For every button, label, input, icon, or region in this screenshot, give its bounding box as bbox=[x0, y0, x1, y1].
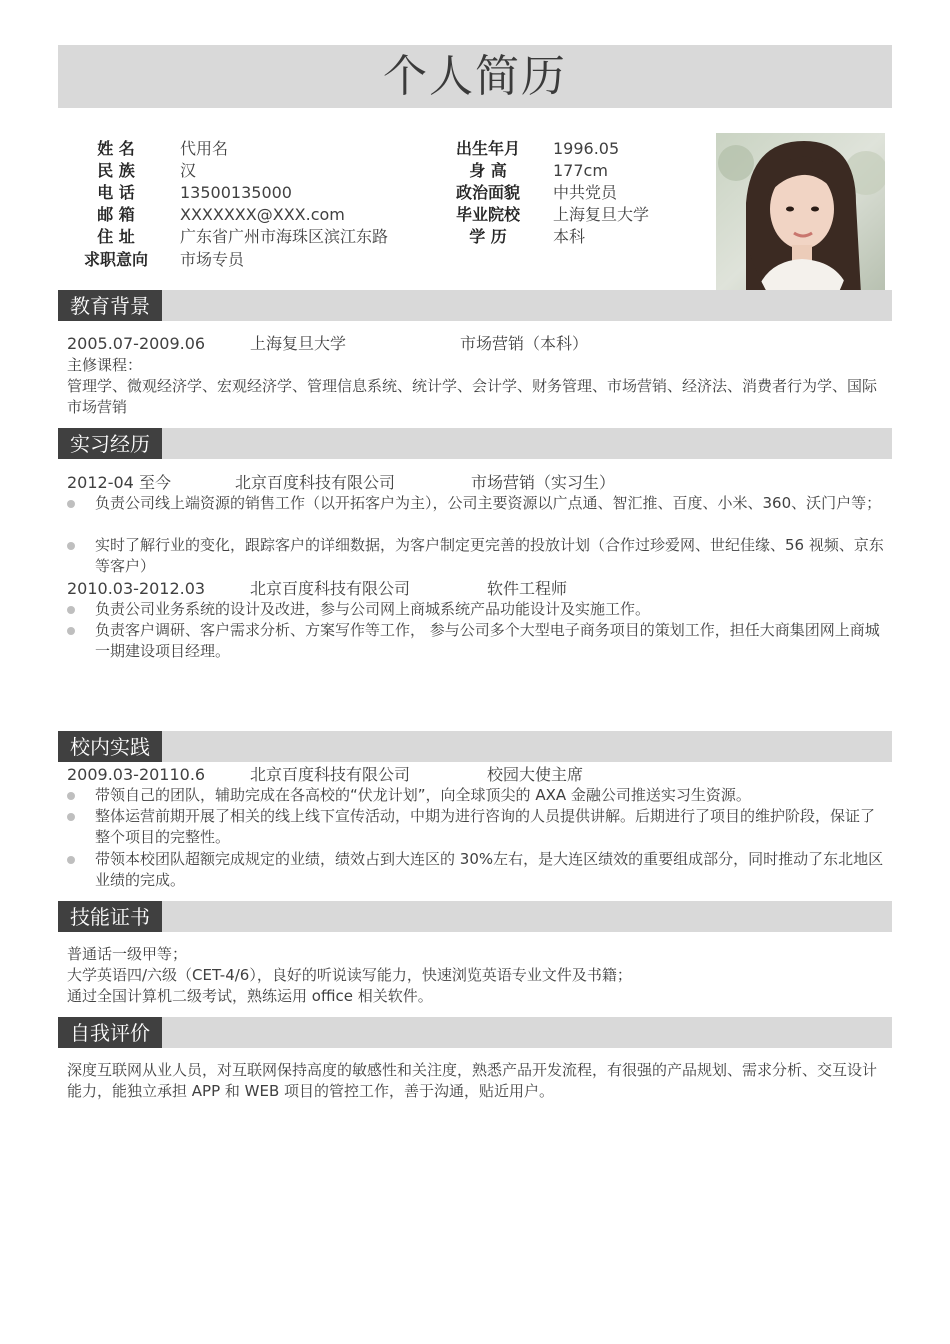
phone-label: 电 话 bbox=[97, 183, 135, 202]
degree-label: 学 历 bbox=[469, 227, 507, 246]
bullet-dot-icon bbox=[67, 627, 75, 635]
phone-value: 13500135000 bbox=[180, 183, 292, 202]
birth-value: 1996.05 bbox=[553, 139, 620, 158]
bullet-text: 实时了解行业的变化，跟踪客户的详细数据，为客户制定更完善的投放计划（合作过珍爱网、世纪佳缘、56 视频、京东等客户） bbox=[95, 536, 884, 575]
degree-value: 本科 bbox=[553, 227, 586, 246]
name-label: 姓 名 bbox=[97, 139, 135, 158]
campus-period: 2009.03-20110.6 bbox=[67, 765, 206, 784]
name-value: 代用名 bbox=[180, 139, 229, 158]
job-intention-value: 市场专员 bbox=[180, 250, 245, 269]
education-heading: 教育背景 bbox=[58, 290, 162, 321]
self-eval-text: 深度互联网从业人员，对互联网保持高度的敏感性和关注度，熟悉产品开发流程，有很强的产品规划、需求分析、交互设计能力，能独立承担 APP 和 WEB 项目的管控工作，善于沟通，贴近用户。 bbox=[67, 1061, 878, 1100]
portrait-image bbox=[716, 133, 885, 294]
bullet-dot-icon bbox=[67, 542, 75, 550]
bullet-dot-icon bbox=[67, 856, 75, 864]
address-value: 广东省广州市海珠区滨江东路 bbox=[180, 227, 389, 246]
education-period: 2005.07-2009.06 bbox=[67, 334, 206, 353]
page-title: 个人简历 bbox=[383, 51, 567, 102]
height-value: 177cm bbox=[553, 161, 608, 180]
skills-section-bar bbox=[58, 901, 892, 932]
bullet-text: 带领自己的团队，辅助完成在各高校的“伏龙计划”，向全球顶尖的 AXA 金融公司推送实习生资源。 bbox=[95, 786, 751, 804]
job-2-period: 2010.03-2012.03 bbox=[67, 579, 206, 598]
bullet-text: 负责客户调研、客户需求分析、方案写作等工作， 参与公司多个大型电子商务项目的策划工作，担任大商集团网上商城一期建设项目经理。 bbox=[95, 621, 880, 660]
birth-label: 出生年月 bbox=[455, 139, 520, 158]
bullet-dot-icon bbox=[67, 500, 75, 508]
skill-line: 通过全国计算机二级考试，熟练运用 office 相关软件。 bbox=[67, 987, 433, 1005]
courses-label: 主修课程： bbox=[67, 356, 143, 374]
job-1-period: 2012-04 至今 bbox=[67, 473, 171, 492]
title-bar bbox=[58, 45, 892, 108]
email-value: XXXXXXX@XXX.com bbox=[180, 205, 345, 224]
bullet-text: 整体运营前期开展了相关的线上线下宣传活动，中期为进行咨询的人员提供讲解。后期进行了项目的维护阶段，保证了整个项目的完整性。 bbox=[95, 807, 876, 846]
height-label: 身 高 bbox=[469, 161, 507, 180]
bullet-dot-icon bbox=[67, 813, 75, 821]
job-1-company: 北京百度科技有限公司 bbox=[235, 473, 396, 492]
ethnicity-label: 民 族 bbox=[97, 161, 135, 180]
job-intention-label: 求职意向 bbox=[83, 250, 148, 269]
job-2-role: 软件工程师 bbox=[487, 579, 568, 598]
self-eval-heading: 自我评价 bbox=[58, 1017, 162, 1048]
education-section-bar bbox=[58, 290, 892, 321]
education-school: 上海复旦大学 bbox=[250, 334, 347, 353]
campus-company: 北京百度科技有限公司 bbox=[250, 765, 411, 784]
bullet-dot-icon bbox=[67, 792, 75, 800]
internship-section-bar bbox=[58, 428, 892, 459]
school-label: 毕业院校 bbox=[455, 205, 520, 224]
job-2-company: 北京百度科技有限公司 bbox=[250, 579, 411, 598]
internship-heading: 实习经历 bbox=[58, 428, 162, 459]
skill-line: 普通话一级甲等； bbox=[67, 945, 188, 963]
profile-photo bbox=[716, 133, 885, 294]
bullet-text: 负责公司业务系统的设计及改进，参与公司网上商城系统产品功能设计及实施工作。 bbox=[95, 600, 651, 618]
campus-heading: 校内实践 bbox=[58, 731, 162, 762]
political-value: 中共党员 bbox=[553, 183, 618, 202]
education-major: 市场营销（本科） bbox=[460, 334, 589, 353]
email-label: 邮 箱 bbox=[97, 205, 135, 224]
political-label: 政治面貌 bbox=[455, 183, 520, 202]
ethnicity-value: 汉 bbox=[180, 161, 197, 180]
campus-role: 校园大使主席 bbox=[487, 765, 584, 784]
bullet-text: 负责公司线上端资源的销售工作（以开拓客户为主），公司主要资源以广点通、智汇推、百度、小米、360、沃门户等； bbox=[95, 494, 882, 512]
bullet-dot-icon bbox=[67, 606, 75, 614]
courses-list: 管理学、微观经济学、宏观经济学、管理信息系统、统计学、会计学、财务管理、市场营销、经济法、消费者行为学、国际市场营销 bbox=[67, 377, 878, 416]
skill-line: 大学英语四/六级（CET-4/6），良好的听说读写能力，快速浏览英语专业文件及书籍； bbox=[67, 966, 632, 984]
bullet-text: 带领本校团队超额完成规定的业绩，绩效占到大连区的 30%左右，是大连区绩效的重要组成部分，同时推动了东北地区业绩的完成。 bbox=[95, 850, 884, 889]
skills-heading: 技能证书 bbox=[58, 901, 162, 932]
school-value: 上海复旦大学 bbox=[553, 205, 650, 224]
campus-section-bar bbox=[58, 731, 892, 762]
self-eval-section-bar bbox=[58, 1017, 892, 1048]
job-1-role: 市场营销（实习生） bbox=[471, 473, 616, 492]
address-label: 住 址 bbox=[97, 227, 135, 246]
